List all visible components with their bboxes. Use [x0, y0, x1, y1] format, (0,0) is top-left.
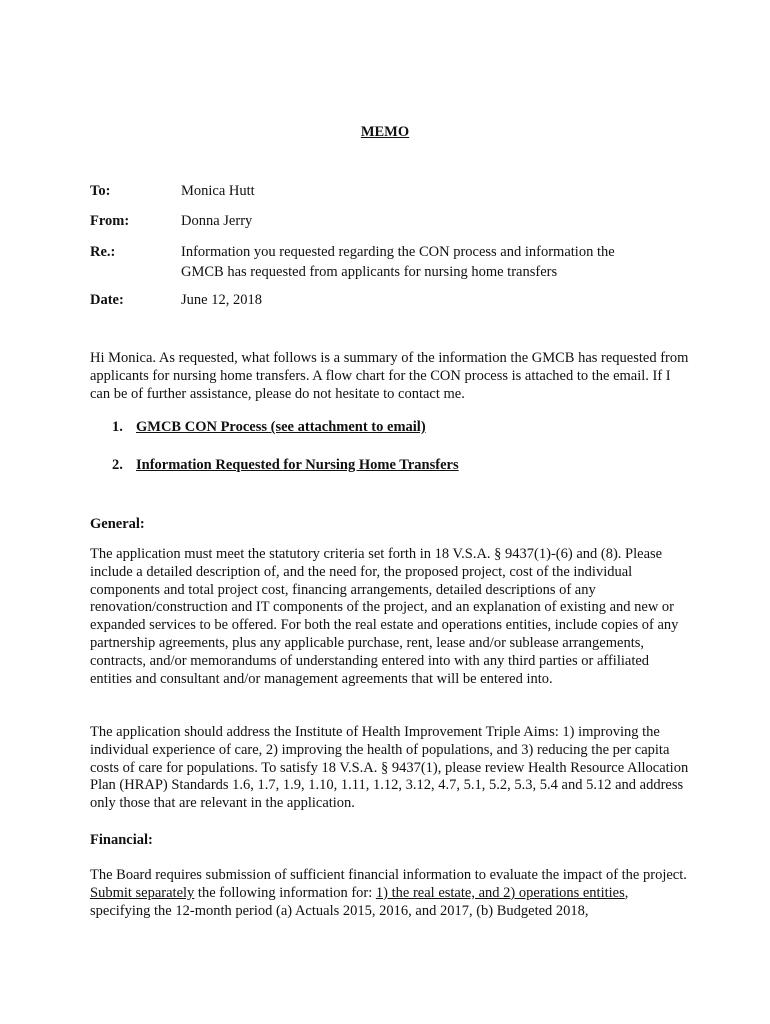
date-value: June 12, 2018 — [181, 292, 262, 308]
financial-text-3: , specifying the 12-month period (a) Actuals 2015, 2016, and 2017, (b) Budgeted 2018, — [90, 884, 629, 919]
financial-text-underlined-1: Submit separately — [90, 884, 195, 901]
to-label: To: — [90, 183, 111, 199]
general-paragraph-1: The application must meet the statutory criteria set forth in 18 V.S.A. § 9437(1)-(6) and (8). Please include a detailed description of, and the need for, the proposed project, cost of the individual components and total project cost, financing arrangements, detailed descriptions of any renovation/construction and IT components of the project, and an explanation of existing and new or expanded services to be offered. For both the real estate and operations entities, include copies of any partnership agreements, plus any applicable purchase, rent, lease and/or sublease arrangements, contracts, and/or memorandums of understanding entered into with any third parties or affiliated entities and consultant and/or management agreements that will be entered into. — [90, 546, 679, 687]
general-paragraph-2: The application should address the Institute of Health Improvement Triple Aims: 1) improving the individual experience of care, 2) improving the health of populations, and 3) reducing the per capita costs of care for populations. To satisfy 18 V.S.A. § 9437(1), please review Health Resource Allocation Plan (HRAP) Standards 1.6, 1.7, 1.9, 1.10, 1.11, 1.12, 3.12, 4.7, 5.1, 5.2, 5.3, 5.4 and 5.12 and address only those that are relevant in the application. — [90, 724, 689, 812]
re-label: Re.: — [90, 244, 116, 260]
financial-text-2: the following information for: — [194, 884, 376, 901]
memo-title: MEMO — [360, 124, 410, 140]
from-value: Donna Jerry — [181, 213, 253, 229]
financial-paragraph — [90, 867, 690, 920]
list-item — [112, 457, 459, 474]
from-label: From: — [90, 213, 130, 229]
date-label: Date: — [90, 292, 124, 308]
list-item-text: GMCB CON Process (see attachment to email) — [136, 419, 426, 435]
list-item-number: 1. — [112, 419, 123, 435]
re-value: Information you requested regarding the CON process and information the GMCB has requested from applicants for nursing home transfers — [181, 244, 615, 280]
list-item-text: Information Requested for Nursing Home Transfers — [136, 457, 459, 473]
intro-paragraph: Hi Monica. As requested, what follows is a summary of the information the GMCB has requested from applicants for nursing home transfers. A flow chart for the CON process is attached to the email. If I can be of further assistance, please do not hesitate to contact me. — [90, 350, 689, 402]
financial-text-1: The Board requires submission of sufficient financial information to evaluate the impact of the project. — [90, 867, 687, 883]
list-item — [112, 419, 426, 436]
general-heading: General: — [90, 516, 145, 532]
to-value: Monica Hutt — [181, 183, 255, 199]
list-item-number: 2. — [112, 457, 123, 473]
financial-text-underlined-2: 1) the real estate, and 2) operations entities — [375, 884, 625, 901]
financial-heading: Financial: — [90, 832, 153, 848]
